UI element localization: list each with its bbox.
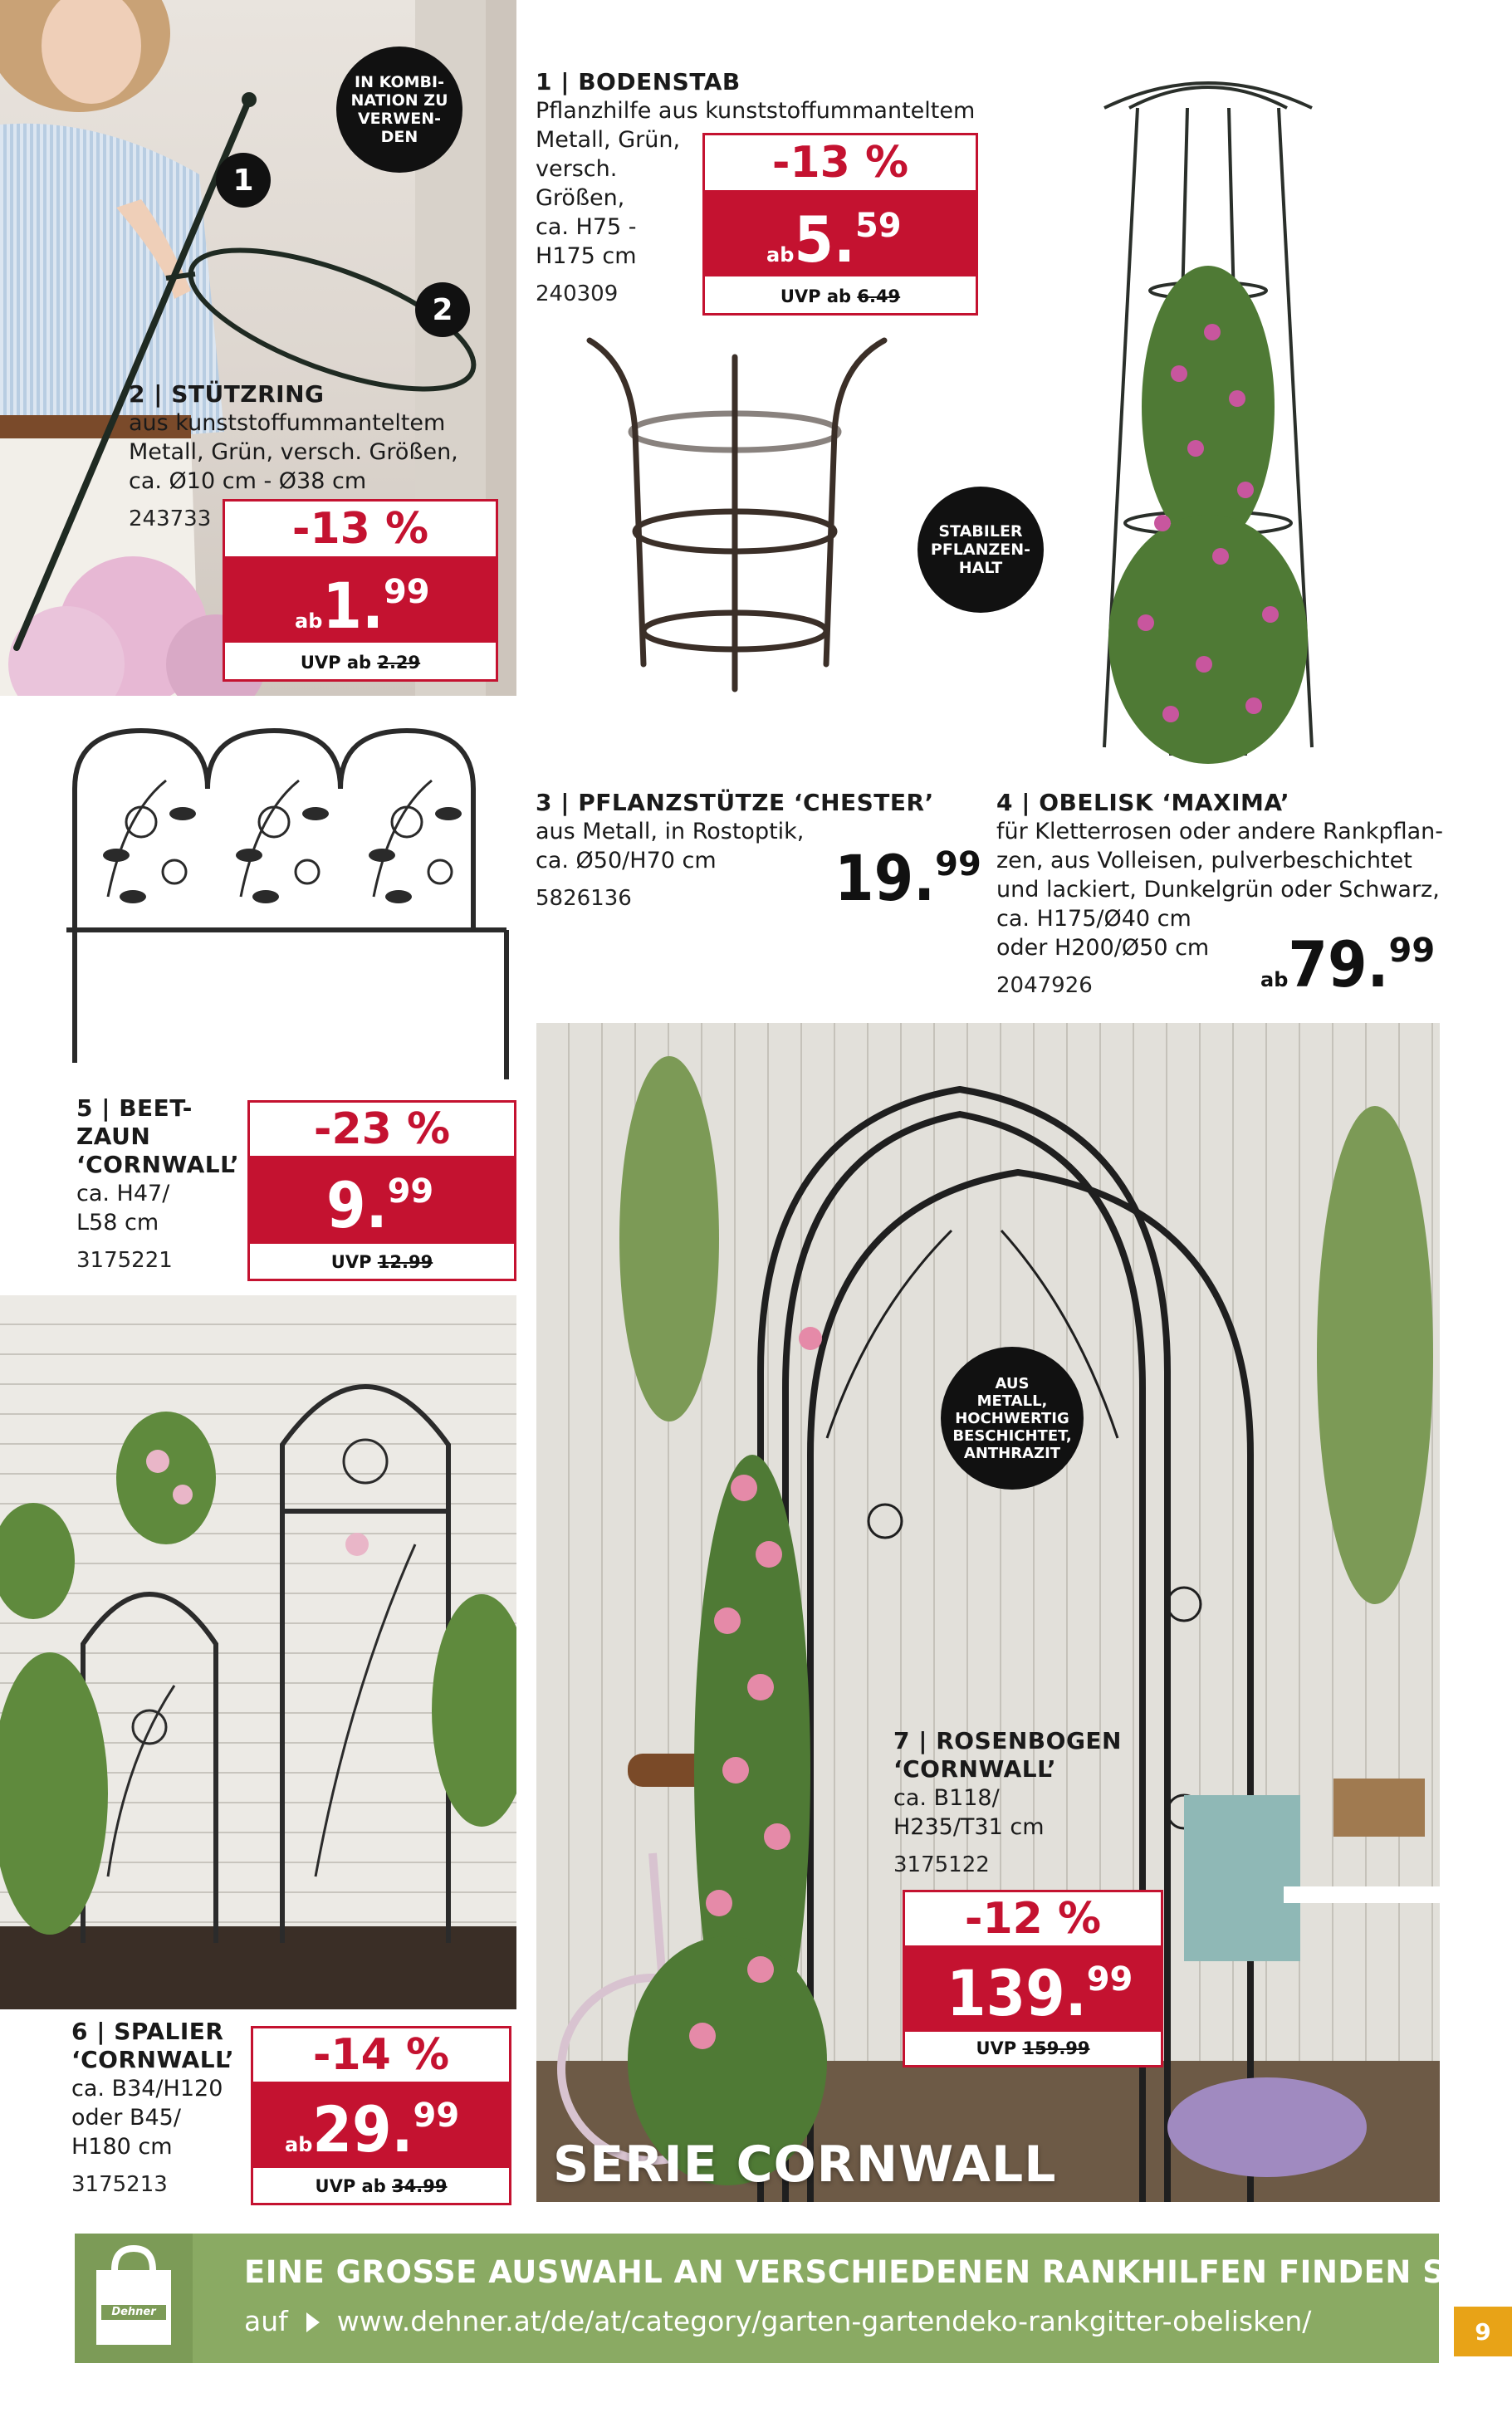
price-box-product-6: [251, 2026, 511, 2205]
product-1-desc-5: ca. H75 -: [536, 214, 637, 240]
shopping-bag-icon: [75, 2234, 193, 2363]
uvp-line: UVP ab 2.29: [300, 653, 421, 673]
price-cents: 59: [854, 207, 902, 245]
product-5-article-number: 3175221: [76, 1248, 173, 1273]
product-6-text: [71, 2018, 246, 2198]
product-1-desc-3: versch.: [536, 156, 618, 182]
number-badge-2: 2: [415, 282, 470, 337]
product-5-heading-2: ZAUN: [76, 1123, 151, 1150]
price-cents: 99: [1086, 1960, 1133, 1999]
uvp-line: UVP 12.99: [330, 1252, 433, 1272]
discount-label: -13 %: [771, 138, 909, 188]
product-1-desc-4: Größen,: [536, 185, 625, 211]
logo-text: Dehner: [111, 2306, 156, 2318]
image-plant-support-chester: [573, 332, 905, 731]
price-main: 139.: [947, 1956, 1087, 2030]
badge-metal-coated: AUS METALL, HOCHWERTIG BESCHICHTET, ANTHRAZIT: [941, 1347, 1084, 1490]
product-4-desc-1: für Kletterrosen oder andere Rankpflan-: [996, 819, 1443, 844]
photo-trellis-cornwall: [0, 1295, 516, 2009]
product-1-desc-2: Metall, Grün,: [536, 127, 681, 153]
footer-headline: EINE GROSSE AUSWAHL AN VERSCHIEDENEN RANKHILFEN FINDEN SIE: [244, 2254, 1479, 2290]
product-3-price: [834, 841, 981, 915]
price-ab: ab: [295, 609, 323, 633]
footer-link-row[interactable]: [244, 2303, 1311, 2340]
series-label: SERIE CORNWALL: [553, 2136, 1057, 2194]
product-6-desc-3: H180 cm: [71, 2134, 173, 2160]
product-4-heading: 4 | OBELISK ‘MAXIMA’: [996, 789, 1290, 816]
number-badge-1: 1: [216, 153, 271, 208]
product-1-desc-6: H175 cm: [536, 243, 637, 269]
product-2-desc-3: ca. Ø10 cm - Ø38 cm: [129, 468, 367, 494]
product-3-desc-1: aus Metall, in Rostoptik,: [536, 819, 805, 844]
price-box-product-2: [223, 499, 498, 682]
price-panel: [250, 1156, 514, 1244]
product-2-desc-2: Metall, Grün, versch. Größen,: [129, 439, 458, 465]
product-6-desc-1: ca. B34/H120: [71, 2076, 223, 2102]
image-bed-fence-cornwall: [66, 714, 531, 1088]
price-box-product-1: [702, 133, 978, 316]
price-ab: ab: [285, 2133, 313, 2156]
price-panel: [253, 2082, 509, 2168]
product-7-article-number: 3175122: [893, 1852, 990, 1877]
price-box-product-5: [247, 1100, 516, 1281]
price-main: 1.: [322, 569, 384, 643]
discount-label: -14 %: [312, 2030, 450, 2080]
product-3-heading: 3 | PFLANZSTÜTZE ‘CHESTER’: [536, 789, 934, 816]
product-5-desc-2: L58 cm: [76, 1210, 159, 1236]
badge-stable-support: STABILER PFLANZEN- HALT: [917, 487, 1044, 613]
product-7-heading-1: 7 | ROSENBOGEN: [893, 1727, 1122, 1754]
price-cents: 99: [383, 573, 430, 611]
price-main: 5.: [794, 203, 855, 276]
product-4-desc-4: ca. H175/Ø40 cm: [996, 906, 1191, 932]
product-7-text: [893, 1727, 1143, 1878]
product-6-desc-2: oder B45/: [71, 2105, 181, 2131]
price-main: 79.: [1288, 927, 1389, 1001]
product-4-article-number: 2047926: [996, 973, 1093, 998]
uvp-line: UVP ab 34.99: [315, 2176, 448, 2196]
product-5-heading-1: 5 | BEET-: [76, 1094, 193, 1122]
price-panel: [705, 190, 976, 276]
product-1-article-number: 240309: [536, 281, 619, 306]
product-5-text: [76, 1094, 242, 1274]
product-4-desc-2: zen, aus Volleisen, pulverbeschichtet: [996, 848, 1412, 873]
product-1-desc-1: Pflanzhilfe aus kunststoffummanteltem: [536, 98, 976, 124]
price-main: 29.: [312, 2092, 413, 2166]
price-main: 19.: [834, 841, 936, 915]
discount-label: -12 %: [964, 1894, 1102, 1944]
footer-url-link[interactable]: www.dehner.at/de/at/category/garten-gartendeko-rankgitter-obelisken/: [336, 2305, 1312, 2337]
badge-combination: IN KOMBI- NATION ZU VERWEN- DEN: [336, 46, 462, 173]
uvp-line: UVP 159.99: [976, 2038, 1090, 2058]
price-cents: 99: [1388, 932, 1436, 970]
price-panel: [905, 1945, 1161, 2032]
product-2-article-number: 243733: [129, 506, 212, 531]
product-4-price: [1260, 927, 1436, 1001]
footer-prefix: auf: [244, 2305, 288, 2337]
product-4-desc-3: und lackiert, Dunkelgrün oder Schwarz,: [996, 877, 1440, 903]
price-ab: ab: [1260, 968, 1289, 991]
price-ab: ab: [766, 243, 795, 267]
product-6-article-number: 3175213: [71, 2172, 168, 2197]
product-2-desc-1: aus kunststoffummanteltem: [129, 410, 446, 436]
price-panel: [225, 556, 496, 643]
price-cents: 99: [413, 2097, 460, 2135]
dehner-bag-logo: [75, 2234, 193, 2363]
price-cents: 99: [387, 1172, 434, 1211]
discount-label: -13 %: [291, 504, 429, 554]
arrow-right-icon: [306, 2312, 320, 2332]
product-1-heading: 1 | BODENSTAB: [536, 68, 741, 95]
product-3-article-number: 5826136: [536, 886, 632, 911]
product-6-heading-1: 6 | SPALIER: [71, 2018, 224, 2045]
product-7-desc-2: H235/T31 cm: [893, 1814, 1045, 1840]
product-7-heading-2: ‘CORNWALL’: [893, 1755, 1057, 1783]
product-5-desc-1: ca. H47/: [76, 1181, 170, 1206]
product-2-heading: 2 | STÜTZRING: [129, 380, 325, 408]
uvp-line: UVP ab 6.49: [780, 286, 901, 306]
price-box-product-7: [903, 1890, 1163, 2067]
product-7-desc-1: ca. B118/: [893, 1785, 1000, 1811]
page-number: 9: [1454, 2307, 1512, 2356]
price-cents: 99: [935, 845, 981, 883]
product-4-desc-5: oder H200/Ø50 cm: [996, 935, 1210, 961]
product-6-heading-2: ‘CORNWALL’: [71, 2046, 235, 2073]
product-3-desc-2: ca. Ø50/H70 cm: [536, 848, 717, 873]
product-5-heading-3: ‘CORNWALL’: [76, 1151, 240, 1178]
footer-banner: [75, 2234, 1479, 2363]
photo-obelisk-maxima: [1071, 58, 1345, 780]
discount-label: -23 %: [313, 1104, 451, 1154]
price-main: 9.: [326, 1168, 388, 1242]
